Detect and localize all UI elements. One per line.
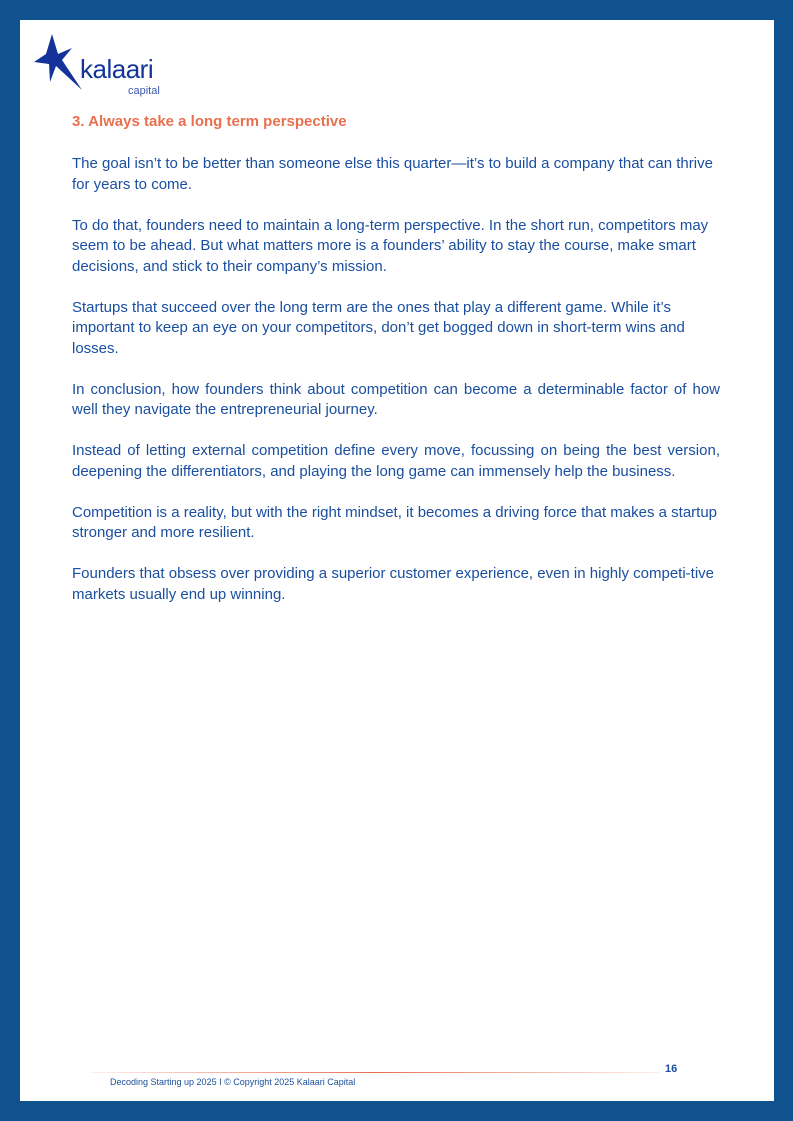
paragraph: Founders that obsess over providing a superior customer experience, even in highly competi-tive markets usually end up winning.: [72, 565, 714, 603]
footer-copyright: Decoding Starting up 2025 I © Copyright 2025 Kalaari Capital: [110, 1077, 356, 1087]
page: [20, 20, 774, 1101]
paragraph: In conclusion, how founders think about competition can become a determinable factor of how well they navigate the entrepreneurial journey.: [72, 380, 720, 418]
paragraph: Instead of letting external competition define every move, focussing on being the best version, deepening the differentiators, and playing the long game can immensely help the business.: [72, 442, 720, 480]
paragraph: Competition is a reality, but with the right mindset, it becomes a driving force that makes a startup stronger and more resilient.: [72, 503, 718, 541]
star-logo-icon: [32, 32, 82, 92]
page-number: 16: [665, 1063, 678, 1075]
paragraph: Startups that succeed over the long term are the ones that play a different game. While it’s important to keep an eye on your competitors, don’t get bogged down in short-term wins and losses.: [72, 298, 685, 357]
paragraph: To do that, founders need to maintain a long-term perspective. In the short run, competitors may seem to be ahead. But what matters more is a founders’ ability to stay the course, make smart decisions, and stick to their company’s mission.: [72, 216, 709, 275]
body-text: [72, 154, 720, 626]
logo-wordmark: kalaari: [80, 54, 154, 84]
section-heading: 3. Always take a long term perspective: [72, 113, 347, 130]
logo-subtitle: capital: [128, 85, 160, 97]
footer-divider: [90, 1072, 660, 1073]
kalaari-logo: [32, 32, 172, 102]
paragraph: The goal isn’t to be better than someone else this quarter—it’s to build a company that can thrive for years to come.: [72, 155, 713, 193]
